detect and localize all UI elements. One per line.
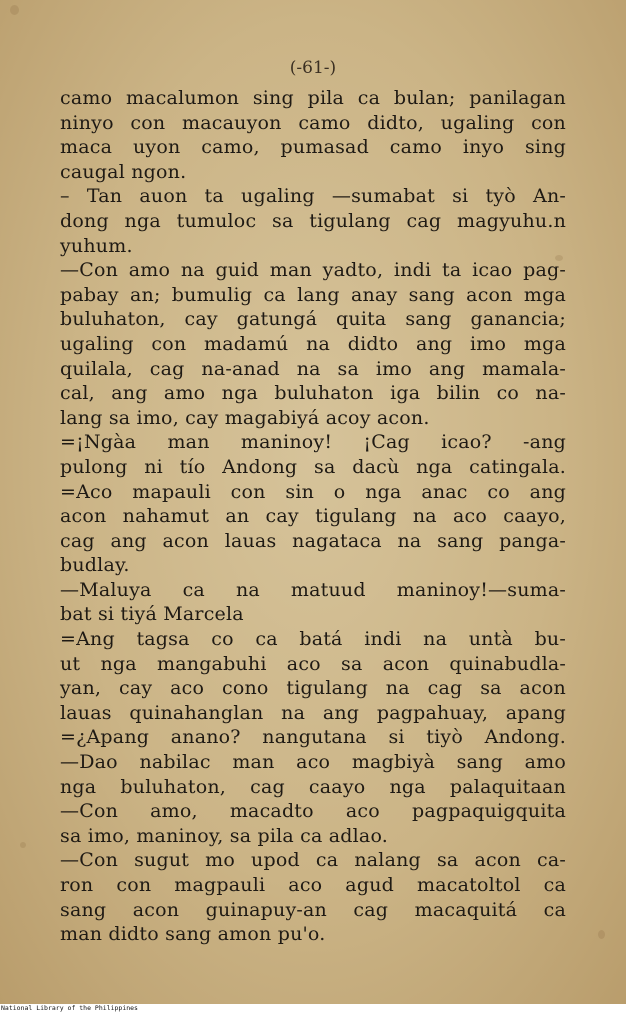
text-line: cag ang acon lauas nagataca na sang panga- [60, 529, 566, 552]
text-line: ut nga mangabuhi aco sa acon quinabudla- [60, 652, 566, 675]
paper-stain [10, 5, 19, 15]
text-line: —Con sugut mo upod ca nalang sa acon ca- [60, 849, 566, 872]
text-line: —Con amo, macadto aco pagpaquigquita [60, 800, 566, 823]
text-line: dong nga tumuloc sa tigulang cag magyuhu.n [60, 209, 566, 232]
text-line: pulong ni tío Andong sa dacù nga catingala. [60, 455, 566, 478]
text-line: —Maluya ca na matuud maninoy!—suma- [60, 578, 566, 601]
text-line: caugal ngon. [60, 160, 187, 183]
text-line: man didto sang amon pu'o. [60, 923, 326, 946]
text-line: quilala, cag na-anad na sa imo ang mamala- [60, 357, 566, 380]
page-number: (-61-) [289, 58, 337, 78]
text-line: camo macalumon sing pila ca bulan; panilagan [60, 87, 566, 109]
text-line: ninyo con macauyon camo didto, ugaling con [60, 111, 566, 134]
text-line: lauas quinahanglan na ang pagpahuay, apang [60, 701, 566, 724]
text-line: =Aco mapauli con sin o nga anac co ang [60, 480, 566, 503]
text-line: =¡Ngàa man maninoy! ¡Cag icao? -ang [60, 431, 566, 454]
paper-stain [598, 930, 605, 939]
body-text [60, 86, 566, 947]
text-line: lang sa imo, cay magabiyá acoy acon. [60, 406, 430, 429]
text-line: sa imo, maninoy, sa pila ca adlao. [60, 824, 389, 847]
text-line: =¿Apang anano? nangutana si tiyò Andong. [60, 726, 566, 749]
text-line: budlay. [60, 554, 130, 577]
text-line: bat si tiyá Marcela [60, 603, 244, 626]
text-line: ugaling con madamú na didto ang imo mga [60, 332, 566, 355]
text-line: =Ang tagsa co ca batá indi na untà bu- [60, 628, 566, 651]
text-line: pabay an; bumulig ca lang anay sang acon mga [60, 283, 566, 306]
paper-stain [20, 842, 26, 848]
text-line: – Tan auon ta ugaling —sumabat si tyò An- [60, 185, 566, 208]
text-line: —Con amo na guid man yadto, indi ta icao pag- [60, 259, 566, 282]
text-line: sang acon guinapuy-an cag macaquitá ca [60, 898, 566, 921]
text-line: ron con magpauli aco agud macatoltol ca [60, 874, 566, 896]
text-line: buluhaton, cay gatungá quita sang ganancia; [60, 308, 566, 331]
text-line: maca uyon camo, pumasad camo inyo sing [60, 136, 566, 159]
text-line: yan, cay aco cono tigulang na cag sa acon [60, 677, 566, 700]
library-credit: National Library of the Philippines [1, 1004, 138, 1012]
text-line: yuhum. [60, 234, 133, 257]
footer [0, 1004, 626, 1013]
text-line: nga buluhaton, cag caayo nga palaquitaan [60, 775, 566, 798]
text-line: acon nahamut an cay tigulang na aco caayo, [60, 505, 566, 528]
text-line: —Dao nabilac man aco magbiyà sang amo [60, 751, 566, 774]
text-line: cal, ang amo nga buluhaton iga bilin co na- [60, 382, 566, 405]
